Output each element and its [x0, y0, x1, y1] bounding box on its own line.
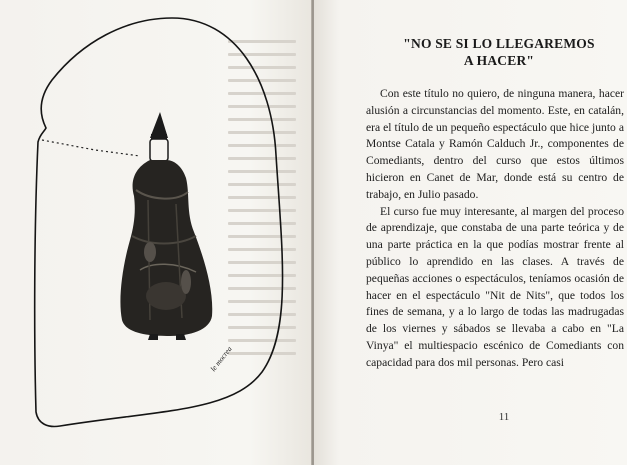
- chapter-title: [384, 35, 614, 69]
- left-page: [0, 0, 312, 465]
- paragraph-2: El curso fue muy interesante, al margen del proceso de aprendizaje, que constaba de una parte teórica y de una parte práctica en la que podías mostrar frente al público lo aprendido en las clases. A través de pequeñas acciones o espectáculos, teníamos ocasión de hacer en el espectáculo "Nit de Nits", que todos los fines de semana, y a lo largo de todas las madrugadas de los viernes y sábados se llevaba a cabo en "La Vinya" el multiespacio escénico de Comediants con capacidad para dos mil personas. Pero casi: [366, 204, 624, 369]
- chapter-title-line-1: "NO SE SI LO LLEGAREMOS: [403, 36, 595, 51]
- artist-signature: le mocrea: [208, 344, 234, 374]
- body-text: [366, 86, 624, 372]
- paragraph-1: Con este título no quiero, de ninguna manera, hacer alusión a circunstancias del momento. Este, en catalán, era el título de un pequeño espectáculo que hice junto a Montse Catala y Ramón Calduch Jr., componentes de Comediants, dentro del curso que estos últimos hicieron en Canet de Mar, donde está su centro de trabajo, en Julio pasado.: [366, 87, 624, 201]
- chapter-title-line-2: A HACER": [463, 53, 535, 68]
- right-page: [314, 0, 627, 465]
- dotted-line: [42, 140, 140, 156]
- page-number: 11: [498, 411, 510, 423]
- figure-face: [150, 139, 168, 161]
- speech-bubble-illustration: [0, 0, 312, 465]
